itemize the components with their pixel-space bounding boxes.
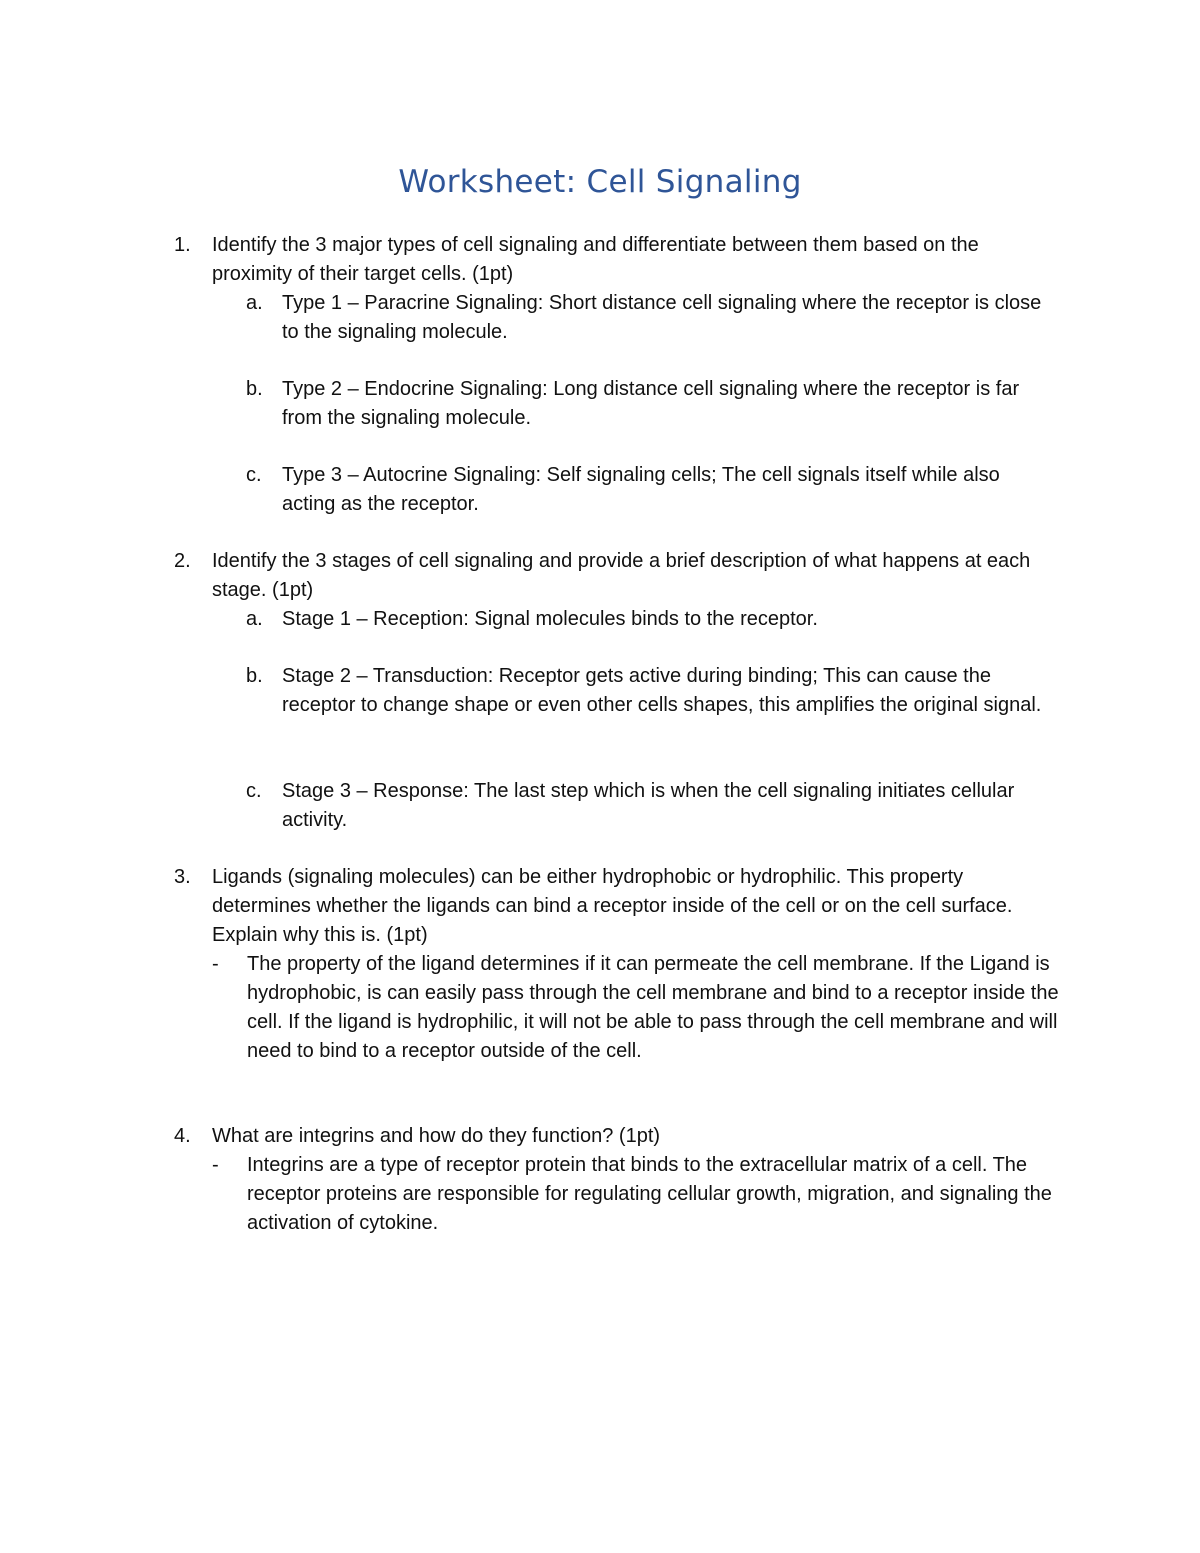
answer-2a (246, 605, 1066, 634)
answer-letter: c. (246, 464, 262, 486)
question-2 (174, 547, 1074, 605)
page-title: Worksheet: Cell Signaling (398, 164, 802, 200)
answer-text: Type 1 – Paracrine Signaling: Short distance cell signaling where the receptor is close to the signaling molecule. (282, 292, 1042, 343)
answer-2b (246, 662, 1066, 720)
answer-text: Stage 1 – Reception: Signal molecules binds to the receptor. (282, 608, 818, 630)
answer-letter: c. (246, 780, 262, 802)
question-number: 4. (174, 1125, 191, 1147)
answer-letter: b. (246, 665, 263, 687)
answer-2c (246, 777, 1066, 835)
answer-text: Type 3 – Autocrine Signaling: Self signaling cells; The cell signals itself while also acting as the receptor. (282, 464, 1000, 515)
answer-letter: a. (246, 292, 263, 314)
answer-dash: - (212, 953, 219, 975)
answer-letter: a. (246, 608, 263, 630)
answer-1b (246, 375, 1066, 433)
answer-3 (212, 950, 1072, 1066)
question-text: Ligands (signaling molecules) can be either hydrophobic or hydrophilic. This property determines whether the ligands can bind a receptor inside of the cell or on the cell surface. Explain why this is. (1pt) (212, 866, 1013, 946)
question-text: What are integrins and how do they function? (1pt) (212, 1125, 661, 1147)
question-4 (174, 1122, 1074, 1151)
question-text: Identify the 3 major types of cell signaling and differentiate between them based on the proximity of their target cells. (1pt) (212, 234, 979, 285)
question-text: Identify the 3 stages of cell signaling and provide a brief description of what happens at each stage. (1pt) (212, 550, 1031, 601)
question-number: 2. (174, 550, 191, 572)
answer-text: Integrins are a type of receptor protein that binds to the extracellular matrix of a cell. The receptor proteins are responsible for regulating cellular growth, migration, and signaling the activation of cytokine. (247, 1154, 1052, 1234)
answer-text: The property of the ligand determines if it can permeate the cell membrane. If the Ligand is hydrophobic, is can easily pass through the cell membrane and bind to a receptor inside the cell. If the ligand is hydrophilic, it will not be able to pass through the cell membrane and will need to bind to a receptor outside of the cell. (247, 953, 1059, 1062)
answer-text: Type 2 – Endocrine Signaling: Long distance cell signaling where the receptor is far from the signaling molecule. (282, 378, 1020, 429)
answer-4 (212, 1151, 1072, 1238)
question-3 (174, 863, 1074, 950)
question-1 (174, 231, 1074, 289)
answer-dash: - (212, 1154, 219, 1176)
answer-text: Stage 2 – Transduction: Receptor gets active during binding; This can cause the receptor to change shape or even other cells shapes, this amplifies the original signal. (282, 665, 1042, 716)
answer-1a (246, 289, 1066, 347)
answer-letter: b. (246, 378, 263, 400)
answer-text: Stage 3 – Response: The last step which is when the cell signaling initiates cellular activity. (282, 780, 1015, 831)
answer-1c (246, 461, 1066, 519)
question-number: 3. (174, 866, 191, 888)
question-number: 1. (174, 234, 191, 256)
